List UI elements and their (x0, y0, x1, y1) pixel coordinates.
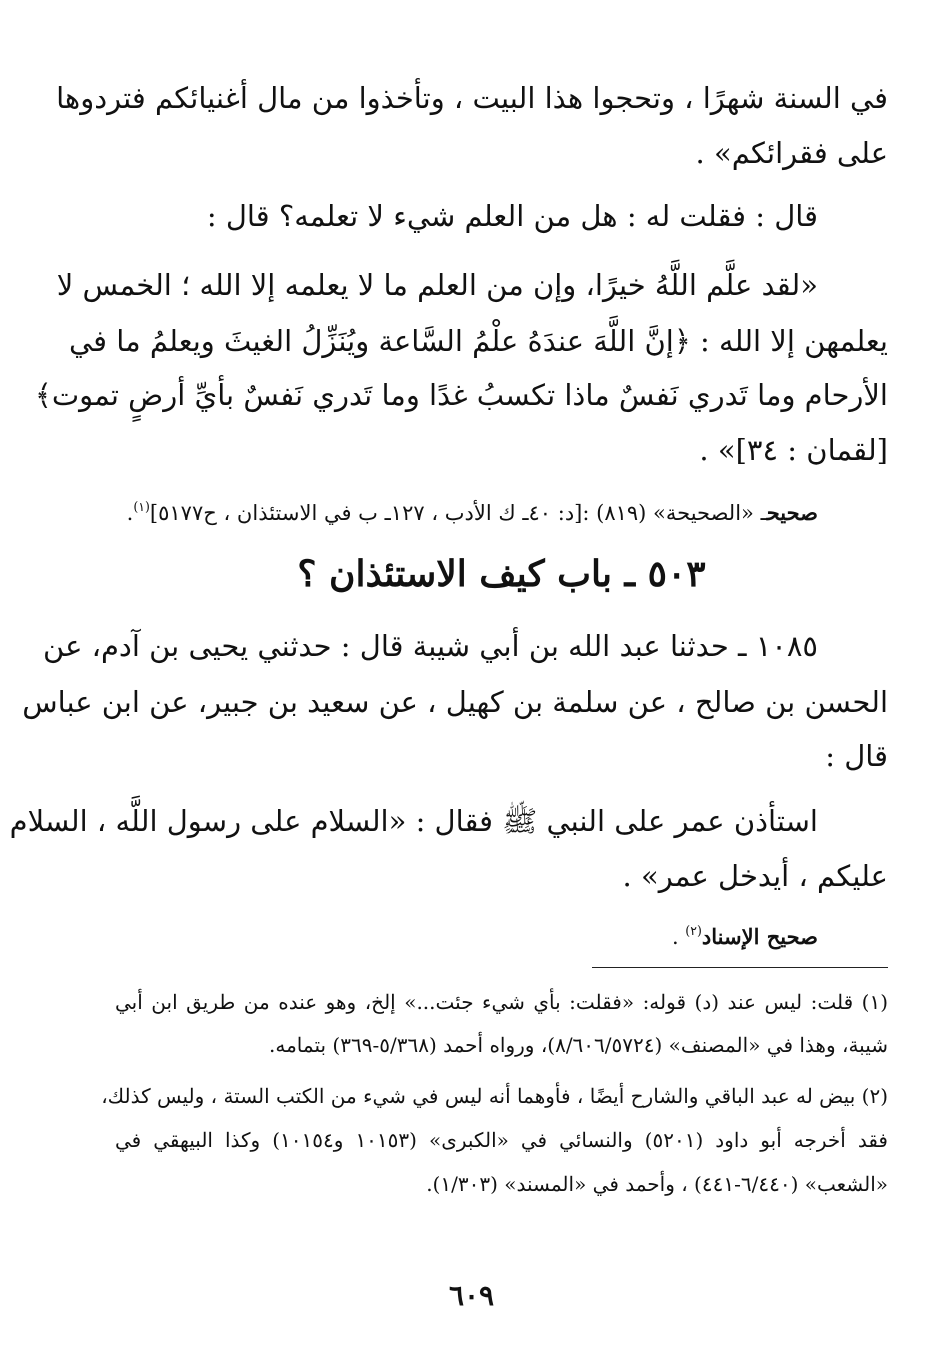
footnote-line: «الشعب» (٦/٤٤٠-٤٤١) ، وأحمد في «المسند» (١/٣٠٣). (426, 1172, 888, 1196)
hadith-grading (115, 922, 818, 954)
hadith-grading (115, 498, 818, 530)
footnote-line: (٢) بيض له عبد الباقي والشارح أيضًا ، فأوهما أنه ليس في شيء من الكتب الستة ، وليس كذلك، (101, 1084, 888, 1108)
text-line: استأذن عمر على النبي ﷺ فقال : «السلام على رسول اللَّه ، السلام (9, 804, 818, 838)
text-line: ١٠٨٥ ـ حدثنا عبد الله بن أبي شيبة قال : حدثني يحيى بن آدم، عن (43, 629, 818, 663)
text-line: على فقرائكم» . (695, 136, 888, 170)
grading-label: صحيح الإسناد (701, 924, 818, 949)
grading-end: . (126, 501, 134, 525)
footnote-line: شيبة، وهذا في «المصنف» (٨/٦٠٦/٥٧٢٤)، ورواه أحمد (٥/٣٦٨-٣٦٩) بتمامه. (269, 1033, 888, 1057)
footnote-ref: (١) (133, 499, 150, 515)
page-number: ٦٠٩ (448, 1279, 495, 1312)
text-line: يعلمهن إلا الله : ﴿إنَّ اللَّهَ عندَهُ علْمُ السَّاعة ويُنَزِّلُ الغيثَ ويعلمُ ما في (68, 324, 888, 358)
chapter-heading: ٥٠٣ ـ باب كيف الاستئذان ؟ (297, 553, 706, 595)
text-line: «لقد علَّم اللَّهُ خيرًا، وإن من العلم ما لا يعلمه إلا الله ؛ الخمس لا (56, 268, 818, 302)
text-line: في السنة شهرًا ، وتحجوا هذا البيت ، وتأخذوا من مال أغنيائكم فتردوها (56, 81, 888, 115)
grading-source: ـ «الصحيحة» (٨١٩) :[د: ٤٠ـ ك الأدب ، ١٢٧ـ ب في الاستئذان ، ح٥١٧٧] (149, 501, 767, 525)
footnote-line: (١) قلت: ليس عند (د) قوله: «فقلت: بأي شيء جئت...» إلخ، وهو عنده من طريق ابن أبي (115, 990, 888, 1014)
text-line: قال : (825, 739, 888, 773)
text-line: قال : فقلت له : هل من العلم شيء لا تعلمه؟ قال : (206, 199, 818, 233)
text-line: [لقمان : ٣٤]» . (699, 433, 888, 467)
footnote-separator (592, 967, 888, 968)
text-line: الأرحام وما تَدري نَفسٌ ماذا تكسبُ غدًا وما تَدري نَفسٌ بأيِّ أرضٍ تموت﴾ (34, 378, 888, 412)
footnote-ref: (٢) (685, 923, 702, 939)
grading-label: صحيح (766, 500, 818, 525)
grading-end: . (671, 925, 686, 949)
text-line: الحسن بن صالح ، عن سلمة بن كهيل ، عن سعيد بن جبير، عن ابن عباس (22, 685, 888, 719)
text-line: عليكم ، أيدخل عمر» . (622, 859, 888, 893)
footnote-line: فقد أخرجه أبو داود (٥٢٠١) والنسائي في «الكبرى» (١٠١٥٣ و١٠١٥٤) وكذا البيهقي في (115, 1128, 888, 1152)
